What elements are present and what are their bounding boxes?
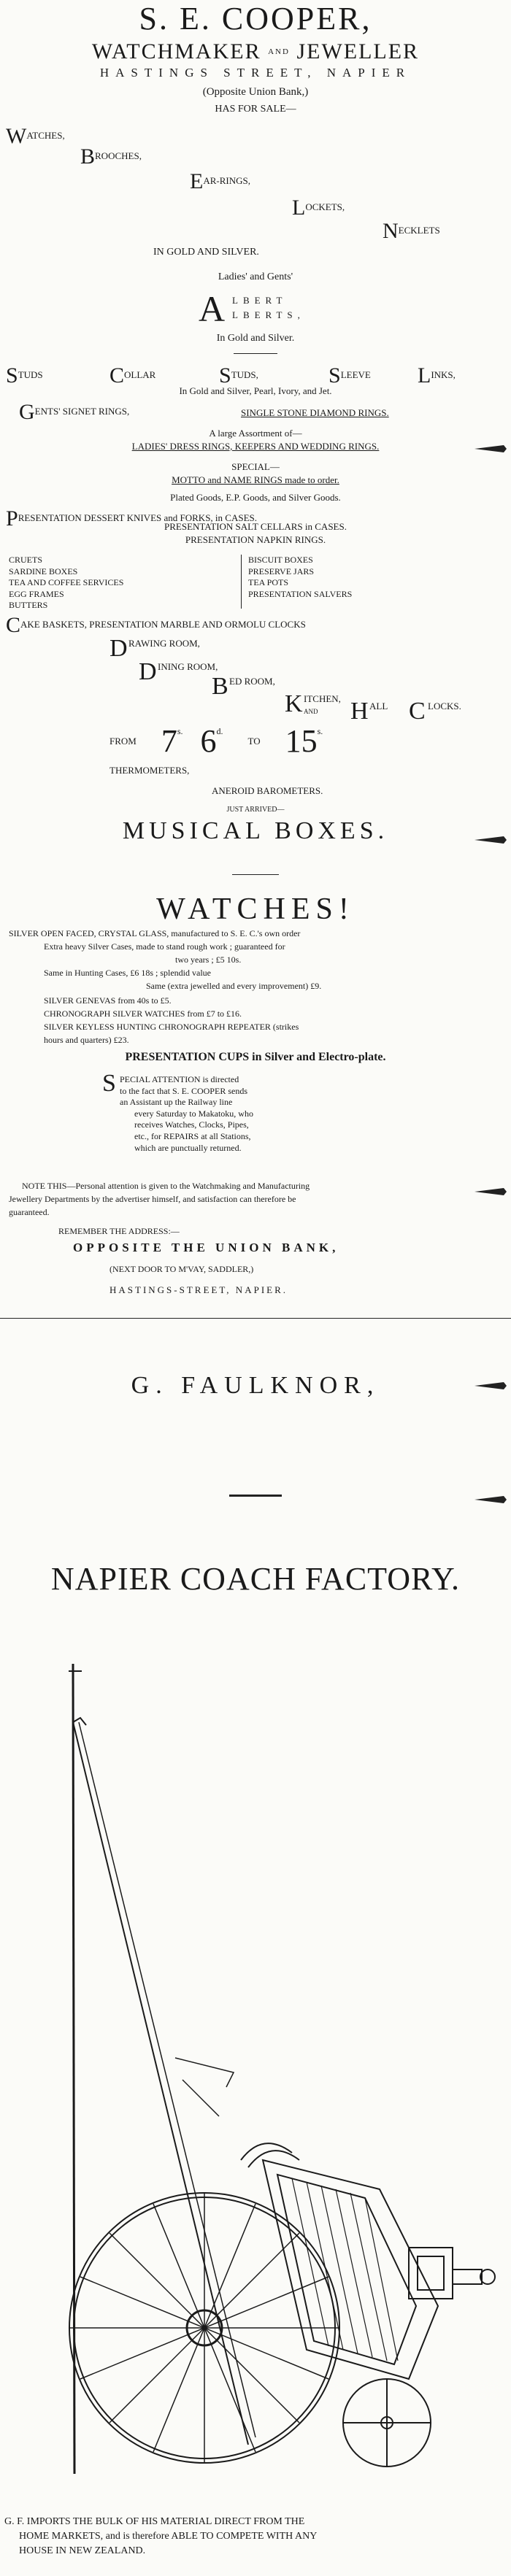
special-label: SPECIAL— [231,461,280,472]
presentation-line3: PRESENTATION NAPKIN RINGS. [185,534,326,545]
alberts-line2: LBERTS, [232,309,305,320]
item-collar: COLLAR [110,363,156,387]
watches-l2: Extra heavy Silver Cases, made to stand rough work ; guaranteed for [44,941,285,952]
column-divider [241,555,242,609]
watches-l8: SILVER KEYLESS HUNTING CHRONOGRAPH REPEATER (strikes [44,1022,299,1032]
coach-factory-title: NAPIER COACH FACTORY. [50,1561,461,1597]
opposite-union-bank: OPPOSITE THE UNION BANK, [73,1241,339,1254]
trade-right: JEWELLER [296,39,420,63]
ladies-gents: Ladies' and Gents' [218,271,293,282]
list-item: BISCUIT BOXES [248,555,313,565]
gents-signet: GENTS' SIGNET RINGS, [19,400,130,424]
faulknor-bottom-1: G. F. IMPORTS THE BULK OF HIS MATERIAL DIRECT FROM THE [4,2516,305,2527]
list-item: EGG FRAMES [9,588,64,599]
dining-initial: D [139,658,157,685]
aneroid: ANEROID BAROMETERS. [212,785,323,796]
margin-mark-4 [474,1381,507,1391]
item-lockets: LOCKETS, [292,196,345,220]
to-label: TO [247,736,261,747]
thermometers: THERMOMETERS, [110,765,190,776]
list-item: TEA POTS [248,577,289,588]
list-item: PRESERVE JARS [248,566,315,576]
drawing-room: RAWING ROOM, [128,638,200,649]
faulknor-bottom-3: HOUSE IN NEW ZEALAND. [19,2545,146,2556]
plated-goods: Plated Goods, E.P. Goods, and Silver Goods. [170,492,341,503]
carriage-illustration [0,1649,511,2503]
hall-initial: H [350,698,369,725]
motto-rings: MOTTO and NAME RINGS made to order. [172,474,339,485]
from-label: FROM [110,736,137,747]
kitchen-initial: K [285,690,303,717]
musical-boxes: MUSICAL BOXES. [122,817,389,844]
list-item: SARDINE BOXES [9,566,78,576]
opposite-line: (Opposite Union Bank,) [202,86,309,98]
alberts-initial: A [199,288,226,329]
special-attention: PECIAL ATTENTION is directed to the fact that S. E. COOPER sends an Assistant up the Railway line every Saturday to Makatoku, who receives Watches, Clocks, Pipes, etc., for REPAIRS at all Stations, which are punctually returned. [120,1074,253,1153]
list-left [9,555,123,612]
diamond-rings: SINGLE STONE DIAMOND RINGS. [241,407,389,418]
list-item: TEA AND COFFEE SERVICES [9,577,124,588]
item-necklets: NECKLETS [383,219,440,243]
list-item: CRUETS [9,555,43,565]
price-7: 7 [161,723,177,759]
note-l3: guaranteed. [9,1207,50,1217]
drawing-initial: D [110,635,128,662]
margin-mark-1 [474,444,507,454]
price-6: 6 [200,723,217,759]
note-l2: Jewellery Departments by the advertiser himself, and satisfaction can therefore be [9,1194,296,1204]
next-door: (NEXT DOOR TO M'VAY, SADDLER,) [110,1264,254,1274]
hastings-street: HASTINGS-STREET, NAPIER. [110,1284,288,1295]
watches-title: WATCHES! [156,892,355,926]
list-item: PRESENTATION SALVERS [248,588,353,599]
advertiser-name: S. E. COOPER, [139,1,372,36]
faulknor-bottom-2: HOME MARKETS, and is therefore ABLE TO COMPETE WITH ANY [19,2531,318,2542]
watches-l6: SILVER GENEVAS from 40s to £5. [44,995,172,1006]
price-line: $^{FROM}$ $7^{s.}$ $6^{d.}$ $^{TO}$ $15^{s.}$ [110,723,323,759]
item-ear-rings: EAR-RINGS, [190,169,250,193]
watches-l5: Same (extra jewelled and every improvement) £9. [146,981,322,991]
alberts-in-gold: In Gold and Silver. [216,333,295,344]
faulknor-name: G. FAULKNOR, [131,1372,380,1399]
remember-address: REMEMBER THE ADDRESS:— [58,1226,180,1236]
dining-room: INING ROOM, [158,661,218,672]
watches-l1: SILVER OPEN FACED, CRYSTAL GLASS, manufactured to S. E. C.'s own order [9,928,301,938]
item-links: LINKS, [418,363,456,387]
rule-4 [229,1495,282,1497]
hall-label: ALL [369,701,388,712]
watches-l3: two years ; £5 10s. [175,955,242,965]
watches-l7: CHRONOGRAPH SILVER WATCHES from £7 to £16. [44,1009,242,1019]
for-sale-line: HAS FOR SALE— [215,104,296,115]
kitchen-label: ITCHEN, [304,693,341,704]
item-brooches: BROOCHES, [80,144,142,169]
presentation-cups: PRESENTATION CUPS in Silver and Electro-plate. [125,1051,386,1063]
cake-baskets-line: CAKE BASKETS, PRESENTATION MARBLE AND ORMOLU CLOCKS [6,613,306,637]
and-label: AND [304,708,318,715]
special-initial: S [102,1070,116,1097]
item-studs: STUDS [6,363,43,387]
dress-rings: LADIES' DRESS RINGS, KEEPERS AND WEDDING RINGS. [131,441,380,452]
note-l1: NOTE THIS—Personal attention is given to the Watchmaking and Manufacturing [22,1181,310,1191]
rule-2 [232,874,279,875]
margin-mark-3 [474,1187,507,1197]
list-item: BUTTERS [9,600,48,611]
list-right [248,555,352,600]
clocks-label: LOCKS. [428,701,461,712]
watches-l4: Same in Hunting Cases, £6 18s ; splendid value [44,968,211,978]
item-watches: WATCHES, [6,124,65,148]
presentation-line2: PRESENTATION SALT CELLARS in CASES. [164,521,347,532]
studs-materials: In Gold and Silver, Pearl, Ivory, and Jet. [179,385,332,396]
watches-l9: hours and quarters) £23. [44,1035,129,1045]
alberts-line1: LBERT [232,295,288,306]
clocks-initial: C [409,698,426,725]
price-15: 15 [285,723,318,759]
trade-left: WATCHMAKER [91,39,261,63]
item-sleeve: SLEEVE [328,363,371,387]
margin-mark-2 [474,835,507,845]
large-assortment: A large Assortment of— [209,428,302,439]
item-studs-2: STUDS, [219,363,258,387]
address-line: HASTINGS STREET, NAPIER [99,66,412,80]
margin-mark-5 [474,1495,507,1505]
bed-room: ED ROOM, [229,676,275,687]
bed-initial: B [212,673,228,700]
gold-silver-line: IN GOLD AND SILVER. [153,247,259,258]
just-arrived: JUST ARRIVED— [226,806,285,814]
rule-1 [234,353,277,354]
trade-line [0,39,511,64]
presentation-line1: PRESENTATION DESSERT KNIVES and FORKS, in CASES. [6,506,257,531]
rule-3 [0,1318,511,1319]
trade-and: AND [268,47,290,56]
